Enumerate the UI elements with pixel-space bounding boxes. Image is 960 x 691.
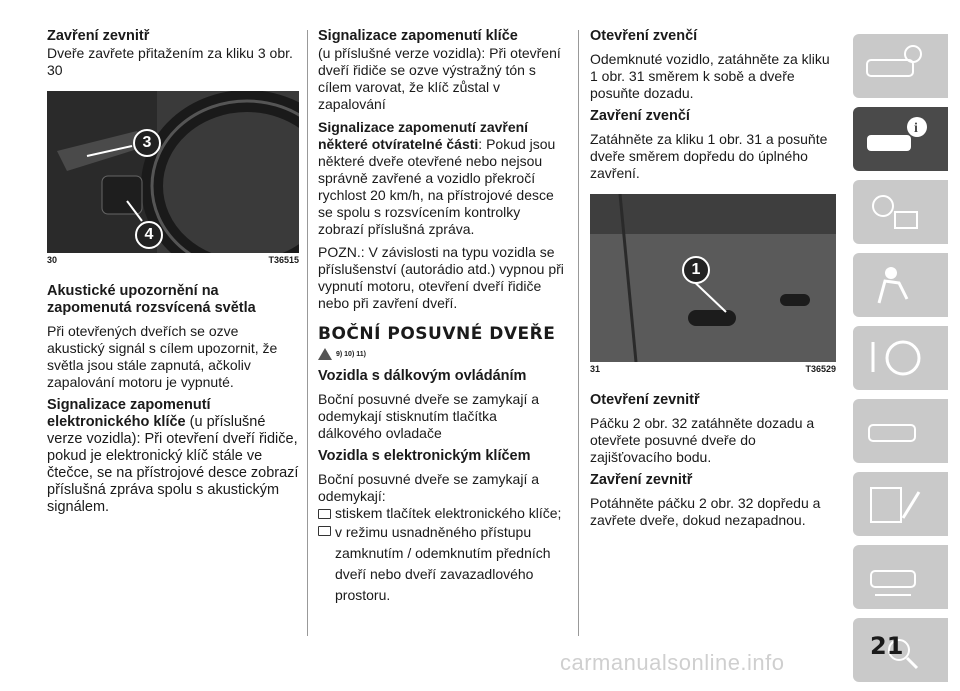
heading-electronic-key: Vozidla s elektronickým klíčem: [318, 448, 531, 464]
tab-technical-data[interactable]: [853, 545, 948, 609]
heading-close-inside-2: Zavření zevnitř: [590, 472, 693, 488]
heading-acoustic-warning: Akustické upozornění na zapomenutá rozsvícená světla: [47, 283, 256, 316]
tab-car-emergency[interactable]: [853, 399, 948, 463]
heading-key-forgotten: [47, 397, 299, 516]
heading-open-outside: Otevření zvenčí: [590, 28, 698, 44]
text-electronic-key: Boční posuvné dveře se zamykají a odemykají:: [318, 471, 540, 504]
column-divider: [307, 30, 308, 636]
heading-close-outside: Zavření zvenčí: [590, 108, 690, 124]
bullet-text-1: stiskem tlačítek elektronického klíče;: [335, 505, 562, 521]
heading-key-forgotten-2: Signalizace zapomenutí klíče: [318, 28, 518, 44]
text-open-inside: Páčku 2 obr. 32 zatáhněte dozadu a otevřete posuvné dveře do zajišťovacího bodu.: [590, 415, 815, 465]
chapter-tabs: [853, 34, 948, 691]
figure-31-caption: [590, 364, 836, 374]
heading-key-forgotten-text: Signalizace zapomenutí elektronického klíče: [47, 397, 211, 430]
text-remote: Boční posuvné dveře se zamykají a odemykají stisknutím tlačítka dálkového ovladače: [318, 391, 540, 441]
figure-30-caption: [47, 255, 299, 265]
tab-car-info[interactable]: [853, 107, 948, 171]
figure-code: T36515: [268, 255, 299, 265]
steering-wheel-illustration: [47, 91, 299, 253]
technical-data-icon: [861, 551, 931, 603]
figure-31-sliding-door: [590, 194, 836, 362]
warning-lights-icon: [861, 186, 931, 238]
callout-1: 1: [682, 256, 710, 284]
warning-triangle-icon: [318, 348, 332, 360]
warning-ref-numbers: 9) 10) 11): [336, 350, 366, 358]
tab-warning-lights[interactable]: [853, 180, 948, 244]
heading-open-inside: Otevření zevnitř: [590, 392, 700, 408]
figure-code: T36529: [805, 364, 836, 374]
figure-30-steering-wheel: [47, 91, 299, 253]
bullet-box-icon: [318, 509, 331, 519]
column-2: [318, 28, 564, 606]
car-emergency-icon: [861, 405, 931, 457]
car-search-icon: [861, 40, 931, 92]
text-acoustic-warning: Při otevřených dveřích se ozve akustický signál s cílem upozornit, že světla jsou stále zapnutá, ačkoliv zapalování motoru je vypnuté.: [47, 323, 278, 390]
text-close-inside: Dveře zavřete přitažením za kliku 3 obr. 30: [47, 45, 293, 78]
callout-4: 4: [135, 221, 163, 249]
warning-references: [318, 348, 564, 360]
heading-close-inside: Zavření zevnitř: [47, 28, 150, 44]
tab-car-search[interactable]: [853, 34, 948, 98]
text-open-outside: Odemknuté vozidlo, zatáhněte za kliku 1 obr. 31 směrem k sobě a dveře posuňte dozadu.: [590, 51, 830, 101]
page-number: 21: [870, 632, 904, 660]
bullet-text-2: v režimu usnadněného přístupu zamknutím / odemknutím předních dveří nebo dveří zavazadlového prostoru.: [335, 524, 551, 603]
car-info-icon: [861, 113, 931, 165]
door-open-warning: [318, 119, 564, 238]
starting-driving-icon: [861, 332, 931, 384]
airbag-safety-icon: [861, 259, 931, 311]
section-title: BOČNÍ POSUVNÉ DVEŘE: [318, 324, 556, 344]
watermark: carmanualsonline.info: [560, 650, 785, 675]
svg-text:i: i: [914, 121, 918, 136]
column-1: [47, 28, 299, 516]
text-close-outside: Zatáhněte za kliku 1 obr. 31 a posuňte dveře směrem dopředu do úplného zavření.: [590, 131, 828, 181]
text-note: POZN.: V závislosti na typu vozidla se příslušenství (autorádio atd.) vypnou při vypnutí motoru, otevření dveří řidiče nebo při zavření dveří.: [318, 244, 564, 311]
bullet-box-icon: [318, 526, 331, 536]
list-item: [318, 522, 564, 606]
heading-remote: Vozidla s dálkovým ovládáním: [318, 368, 527, 384]
list-item: [318, 505, 564, 522]
text-key-forgotten-2: (u příslušné verze vozidla): Při otevření dveří řidiče se ozve výstražný tón s cílem varovat, že klíč zůstal v zapalování: [318, 45, 561, 112]
text-door-open: : Pokud jsou některé dveře otevřené nebo nejsou správně zavřené a vozidlo překročí rychlost 20 km/h, na přístrojové desce se spolu s rozsvícením kontrolky zobrazí příslušná zpráva.: [318, 136, 556, 237]
heading-door-open: Signalizace zapomenutí zavření některé otvíratelné části: [318, 119, 529, 152]
figure-number: 31: [590, 364, 601, 374]
column-3: [590, 28, 836, 529]
text-close-inside-2: Potáhněte páčku 2 obr. 32 dopředu a zavřete dveře, dokud nezapadnou.: [590, 495, 821, 528]
figure-number: 30: [47, 255, 58, 265]
column-divider: [578, 30, 579, 636]
sliding-door-illustration: [590, 194, 836, 362]
tab-maintenance[interactable]: [853, 472, 948, 536]
text-key-forgotten: (u příslušné verze vozidla): Při otevření dveří řidiče, pokud je elektronický klíč stále ve čtečce, se na přístrojové desce zobrazí příslušná zpráva spolu s akustickým signálem.: [47, 414, 299, 515]
tab-airbag-safety[interactable]: [853, 253, 948, 317]
maintenance-icon: [861, 478, 931, 530]
tab-starting-driving[interactable]: [853, 326, 948, 390]
callout-3: 3: [133, 129, 161, 157]
